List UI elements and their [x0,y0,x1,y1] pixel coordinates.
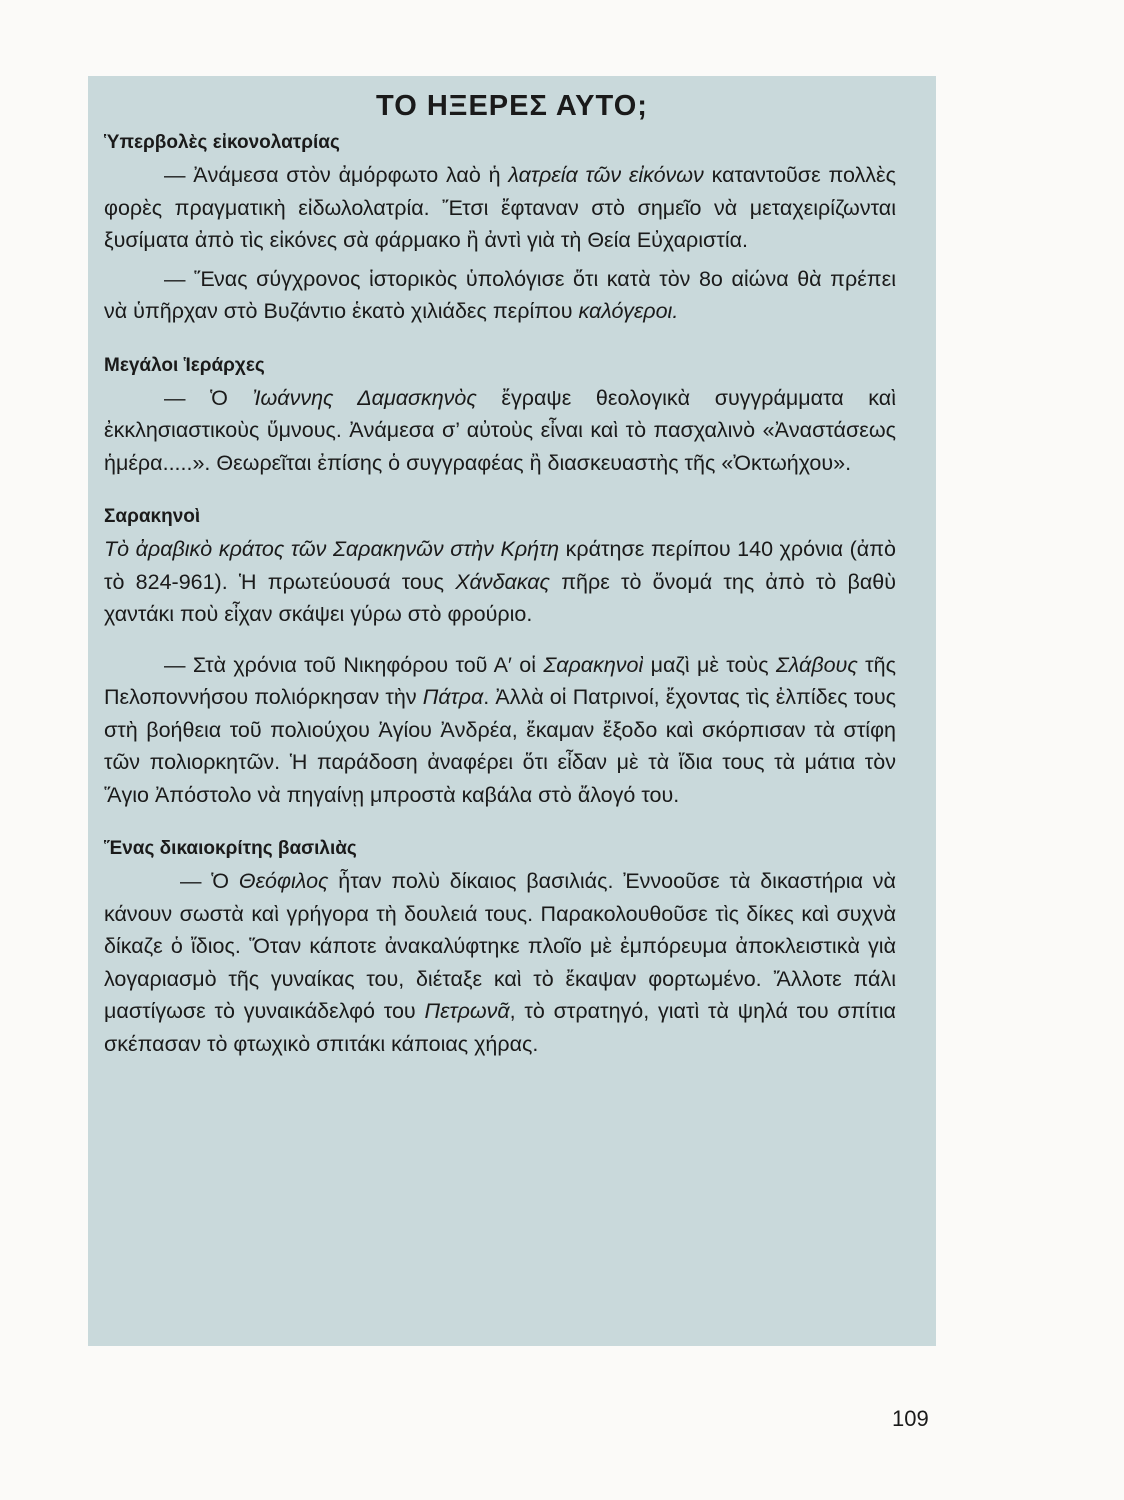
paragraph-saracens-1: Τὸ ἀραβικὸ κράτος τῶν Σαρακηνῶν στὴν Κρήτη κράτησε περίπου 140 χρόνια (ἀπὸ τὸ 824-961). Ἡ πρωτεύουσά τους Χάνδακας πῆρε τὸ ὄνομά της ἀπὸ τὸ βαθὺ χαντάκι ποὺ εἶχαν σκάψει γύρω στὸ φρούριο. [104,537,897,626]
section-heading-hierarchs: Μεγάλοι Ἱεράρχες [104,354,265,376]
paragraph-icon-worship-2: — Ἕνας σύγχρονος ἱστορικὸς ὑπολόγισε ὅτι κατὰ τὸν 8ο αἰώνα θὰ πρέπει νὰ ὑπῆρχαν στὸ Βυζάντιο ἑκατὸ χιλιάδες περίπου καλόγεροι. [104,266,896,323]
page-number: 109 [892,1406,929,1431]
section-heading-saracens: Σαρακηνοὶ [104,506,201,527]
paragraph-saracens-2: — Στὰ χρόνια τοῦ Νικηφόρου τοῦ Α′ οἱ Σαρακηνοὶ μαζὶ μὲ τοὺς Σλάβους τῆς Πελοποννήσου πολιόρκησαν τὴν Πάτρα. Ἀλλὰ οἱ Πατρινοί, ἔχοντας τὶς ἐλπίδες τους στὴ βοήθεια τοῦ πολιούχου Ἁγίου Ἀνδρέα, ἔκαμαν ἔξοδο καὶ σκόρπισαν τὰ στίφη τῶν πολιορκητῶν. Ἡ παράδοση ἀναφέρει ὅτι εἶδαν μὲ τὰ ἴδια τους τὰ μάτια τὸν Ἅγιο Ἀπόστολο νὰ πηγαίνῃ μπροστὰ καβάλα στὸ ἄλογό του. [104,652,896,807]
paragraph-hierarchs: — Ὁ Ἰωάννης Δαμασκηνὸς ἔγραψε θεολογικὰ συγγράμματα καὶ ἐκκλησιαστικοὺς ὕμνους. Ἀνάμεσα σ’ αὐτοὺς εἶναι καὶ τὸ πασχαλινὸ «Ἀναστάσεως ἡμέρα.....». Θεωρεῖται ἐπίσης ὁ συγγραφέας ἢ διασκευαστὴς τῆς «Ὀκτωήχου». [104,385,896,475]
box-title: ΤΟ ΗΞΕΡΕΣ ΑΥΤΟ; [376,90,648,122]
paragraph-just-emperor: — Ὁ Θεόφιλος ἦταν πολὺ δίκαιος βασιλιάς. Ἐννοοῦσε τὰ δικαστήρια νὰ κάνουν σωστὰ καὶ γρήγορα τὴ δουλειά τους. Παρακολουθοῦσε τὶς δίκες καὶ συχνὰ δίκαζε ὁ ἴδιος. Ὅταν κάποτε ἀνακαλύφτηκε πλοῖο μὲ ἐμπόρευμα ἀποκλειστικὰ γιὰ λογαριασμὸ τῆς γυναίκας του, διέταξε καὶ τὸ ἔκαψαν φορτωμένο. Ἄλλοτε πάλι μαστίγωσε τὸ γυναικάδελφό του Πετρωνᾶ, τὸ στρατηγό, γιατὶ τὰ ψηλά του σπίτια σκέπασαν τὸ φτωχικὸ σπιτάκι κάποιας χήρας. [104,869,896,1056]
did-you-know-box [88,76,936,1346]
section-heading-just-emperor: Ἕνας δικαιοκρίτης βασιλιὰς [104,838,357,859]
section-heading-icon-worship: Ὑπερβολὲς εἰκονολατρίας [104,132,340,153]
paragraph-icon-worship-1: — Ἀνάμεσα στὸν ἀμόρφωτο λαὸ ἡ λατρεία τῶν εἰκόνων καταντοῦσε πολλὲς φορὲς πραγματικὴ εἰδωλολατρία. Ἔτσι ἔφταναν στὸ σημεῖο νὰ μεταχειρίζωνται ξυσίματα ἀπὸ τὶς εἰκόνες σὰ φάρμακο ἢ ἀντὶ γιὰ τὴ Θεία Εὐχαριστία. [104,163,896,252]
